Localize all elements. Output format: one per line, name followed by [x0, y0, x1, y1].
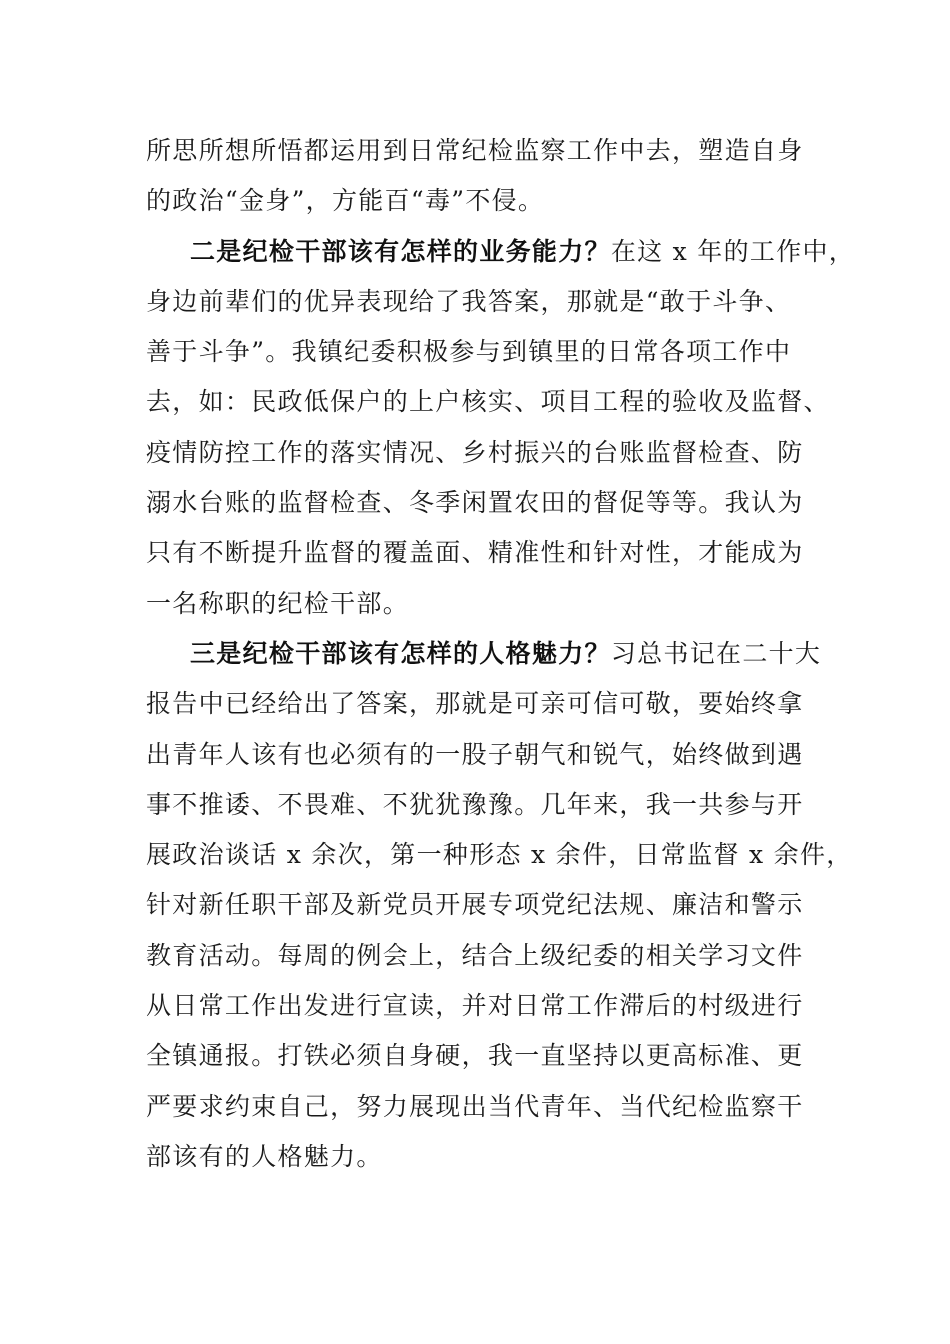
paragraph-3-first-line-text: 习总书记在二十大	[610, 638, 822, 668]
paragraph-2	[146, 227, 856, 629]
text-line: 严要求约束自己，努力展现出当代青年、当代纪检监察干	[146, 1091, 804, 1121]
text-line: 只有不断提升监督的覆盖面、精准性和针对性，才能成为	[146, 538, 804, 568]
paragraph-1	[146, 126, 816, 227]
text-line: 的政治“金身”，方能百“毒”不侵。	[146, 186, 545, 216]
text-line: 针对新任职干部及新党员开展专项党纪法规、廉洁和警示	[146, 890, 804, 920]
paragraph-2-heading: 二是纪检干部该有怎样的业务能力？	[190, 236, 611, 266]
text-line: 全镇通报。打铁必须自身硬，我一直坚持以更高标准、更	[146, 1041, 804, 1071]
text-line: 报告中已经给出了答案，那就是可亲可信可敬，要始终拿	[146, 689, 804, 719]
text-line: 身边前辈们的优异表现给了我答案，那就是“敢于斗争、	[146, 286, 792, 316]
text-line: 教育活动。每周的例会上，结合上级纪委的相关学习文件	[146, 940, 804, 970]
text-line: 一名称职的纪检干部。	[146, 588, 410, 618]
text-line: 展政治谈话 x 余次，第一种形态 x 余件，日常监督 x 余件，	[146, 840, 853, 870]
text-line: 去，如：民政低保户的上户核实、项目工程的验收及监督、	[146, 387, 830, 417]
document-body	[146, 126, 856, 1182]
text-line: 溺水台账的监督检查、冬季闲置农田的督促等等。我认为	[146, 488, 804, 518]
text-line: 所思所想所悟都运用到日常纪检监察工作中去，塑造自身	[146, 136, 804, 165]
paragraph-2-first-line	[146, 227, 856, 277]
text-line: 出青年人该有也必须有的一股子朝气和锐气，始终做到遇	[146, 739, 804, 769]
paragraph-3	[146, 629, 853, 1182]
text-line: 善于斗争”。我镇纪委积极参与到镇里的日常各项工作中	[146, 337, 792, 367]
text-line: 部该有的人格魅力。	[146, 1141, 383, 1171]
paragraph-3-heading: 三是纪检干部该有怎样的人格魅力？	[190, 638, 611, 668]
text-line: 疫情防控工作的落实情况、乡村振兴的台账监督检查、防	[146, 437, 804, 467]
text-line: 事不推诿、不畏难、不犹犹豫豫。几年来，我一共参与开	[146, 789, 804, 819]
text-line: 从日常工作出发进行宣读，并对日常工作滞后的村级进行	[146, 991, 804, 1021]
paragraph-2-first-line-text: 在这 x 年的工作中，	[610, 236, 856, 266]
paragraph-3-first-line	[146, 629, 822, 679]
